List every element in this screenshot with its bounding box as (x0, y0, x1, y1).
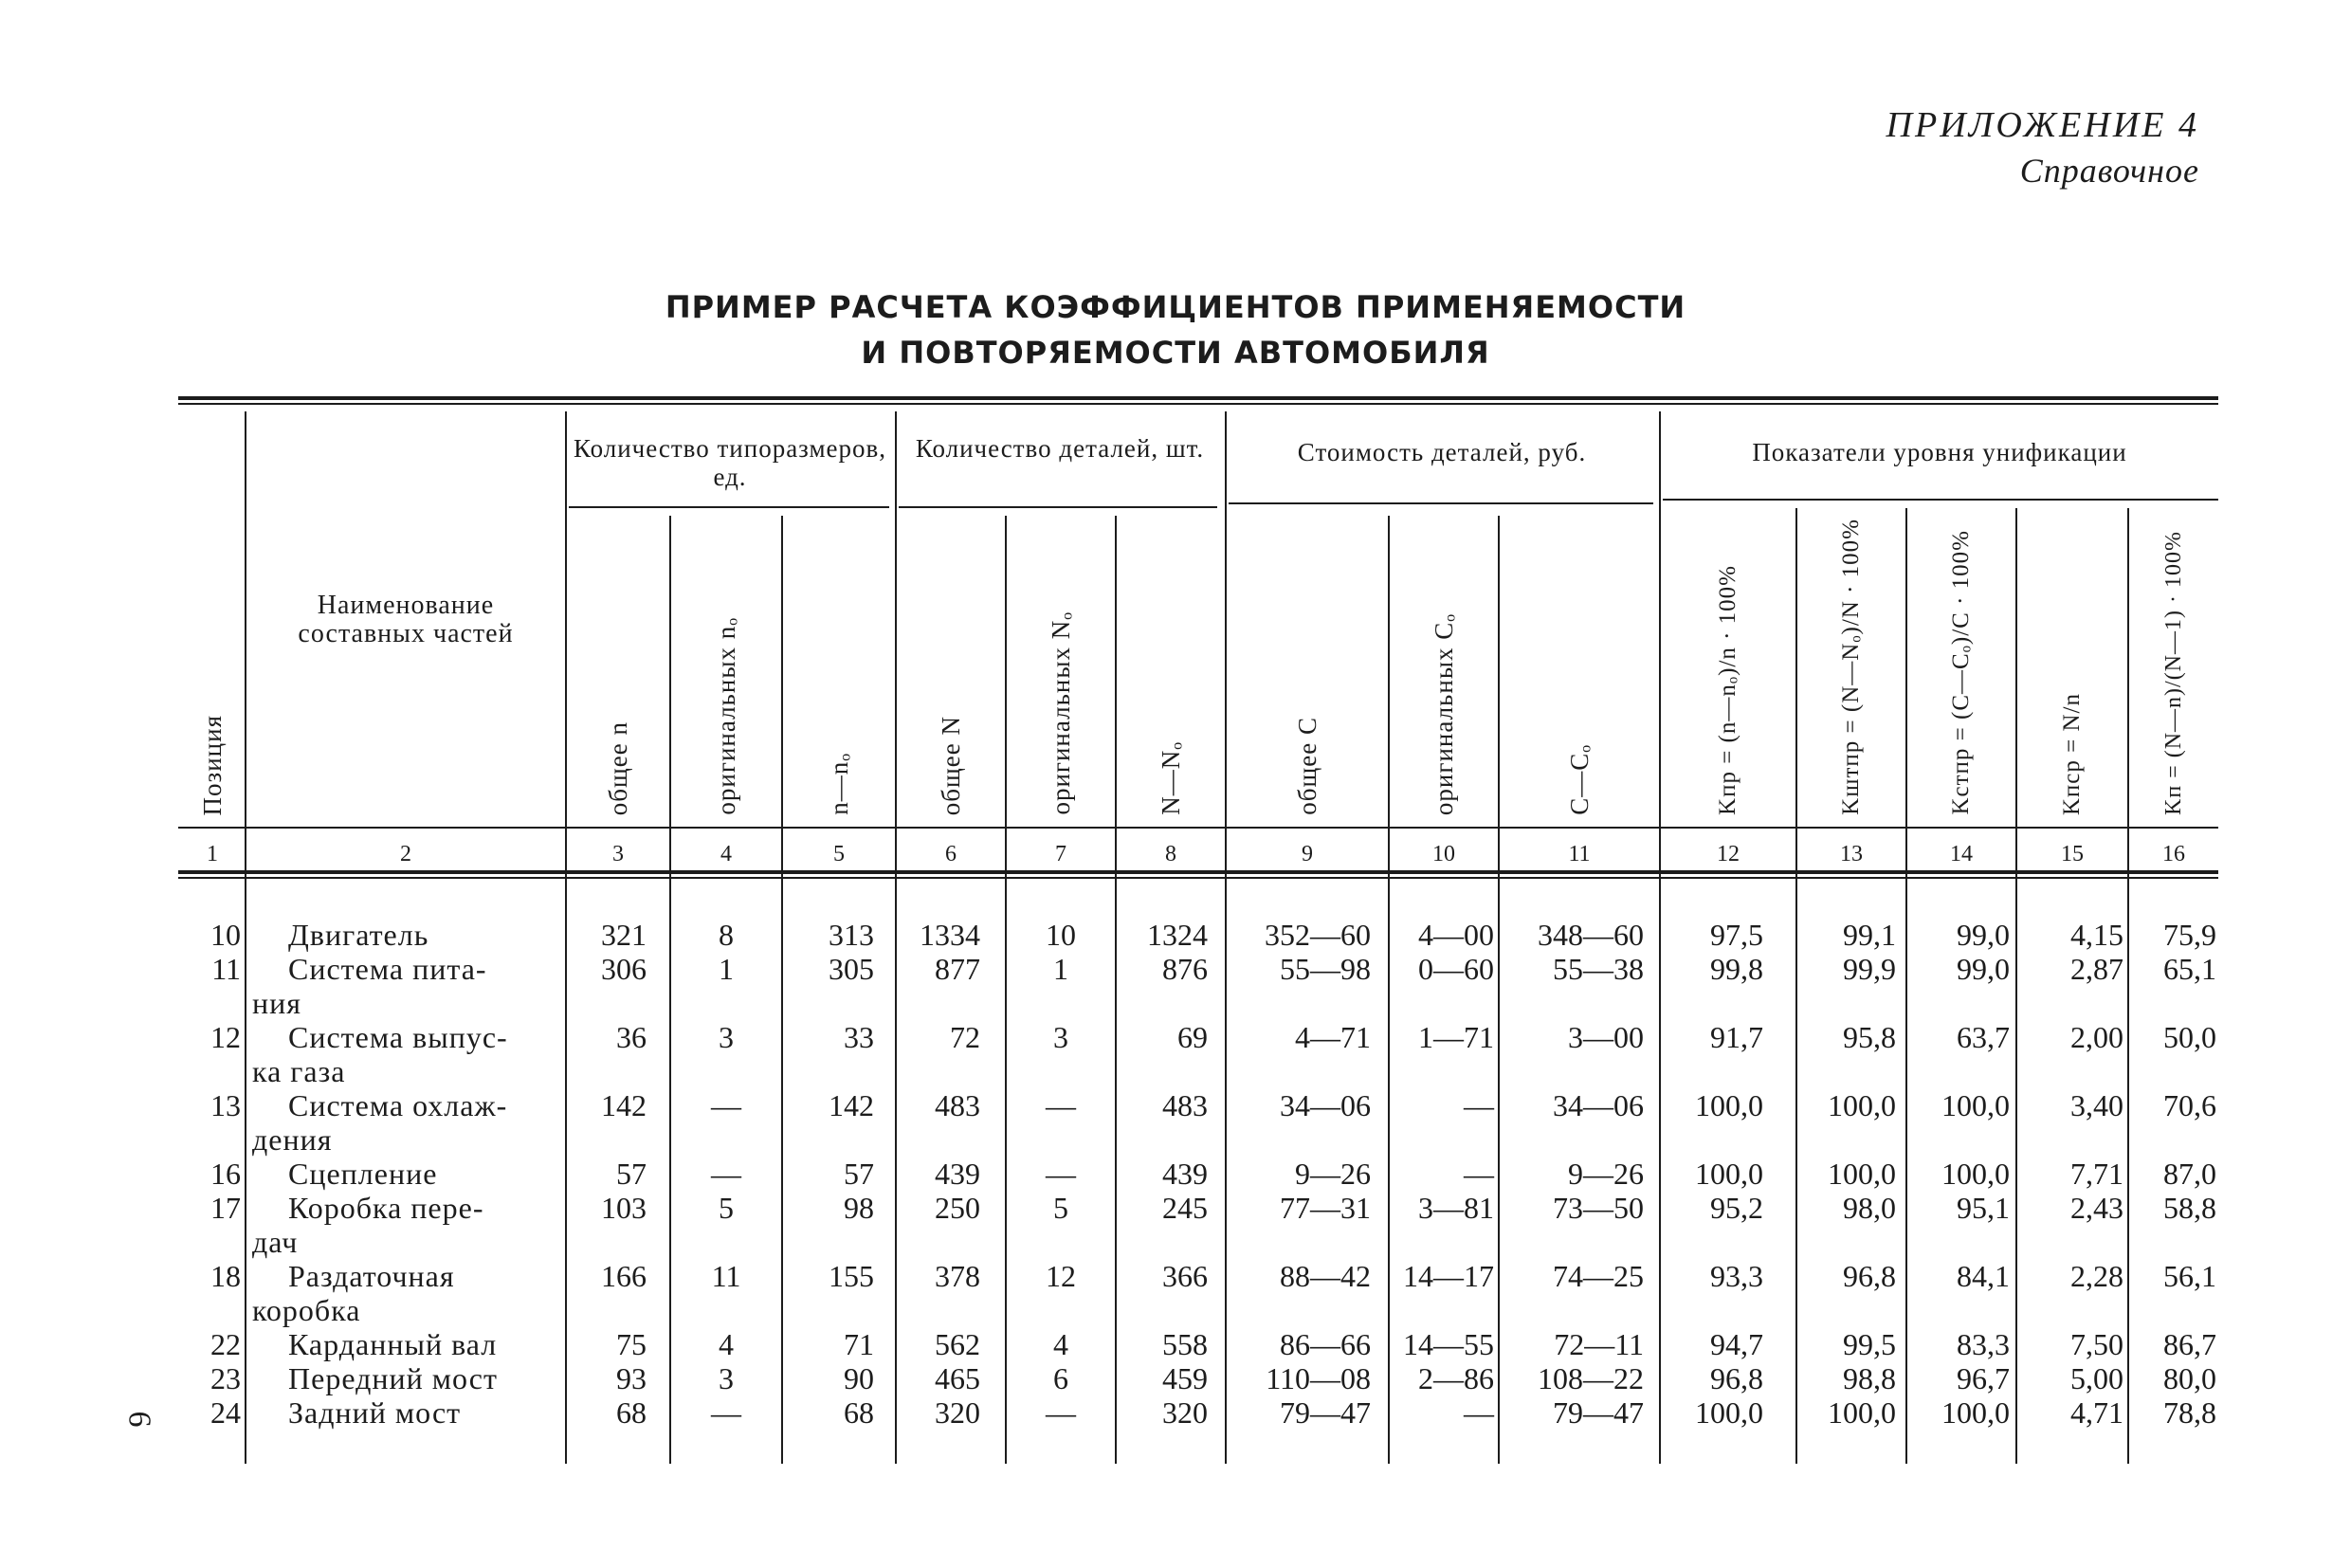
group-underline-indices (1663, 499, 2218, 501)
cell-n0: 4 (719, 1327, 734, 1361)
cell-N0: — (1046, 1157, 1076, 1191)
cell-k16: 56,1 (2163, 1259, 2216, 1293)
cell-Nd: 1324 (1147, 918, 1208, 952)
cell-N: 877 (935, 952, 980, 986)
cell-nd: 90 (844, 1361, 874, 1395)
colnum-12: 12 (1717, 842, 1740, 866)
cell-N0: 1 (1053, 952, 1068, 986)
cell-k12: 91,7 (1710, 1020, 1763, 1054)
cell-N: 320 (935, 1395, 980, 1430)
cell-Nd: 320 (1162, 1395, 1208, 1430)
cell-k15: 2,28 (2070, 1259, 2123, 1293)
colnum-7: 7 (1055, 842, 1066, 866)
header-c8: N—Nₒ (1156, 741, 1185, 815)
cell-k13: 100,0 (1828, 1395, 1896, 1430)
cell-k16: 75,9 (2163, 918, 2216, 952)
cell-n0: — (711, 1157, 741, 1191)
cell-k16: 87,0 (2163, 1157, 2216, 1191)
group-header-sizes: Количество типоразмеров, ед. (573, 434, 887, 491)
page-title (0, 284, 2351, 375)
title-line-2: И ПОВТОРЯЕМОСТИ АВТОМОБИЛЯ (861, 335, 1490, 371)
cell-n: 321 (601, 918, 647, 952)
colnum-8: 8 (1165, 842, 1176, 866)
cell-n0: 1 (719, 952, 734, 986)
title-line-1: ПРИМЕР РАСЧЕТА КОЭФФИЦИЕНТОВ ПРИМЕНЯЕМОСТИ (665, 289, 1686, 325)
colnum-5: 5 (833, 842, 845, 866)
header-c7: оригинальных Nₒ (1046, 611, 1075, 815)
cell-k13: 99,5 (1843, 1327, 1896, 1361)
cell-C0: — (1464, 1157, 1494, 1191)
cell-n: 57 (616, 1157, 647, 1191)
appendix-label: ПРИЛОЖЕНИЕ 4 (1886, 105, 2199, 145)
colnum-15: 15 (2061, 842, 2084, 866)
cell-pos: 18 (210, 1259, 241, 1293)
cell-pos: 22 (210, 1327, 241, 1361)
cell-Cd: 9—26 (1568, 1157, 1644, 1191)
colnum-13: 13 (1840, 842, 1863, 866)
cell-k13: 95,8 (1843, 1020, 1896, 1054)
cell-n0: 8 (719, 918, 734, 952)
cell-n: 142 (601, 1088, 647, 1122)
cell-pos: 23 (210, 1361, 241, 1395)
table-top-rule-2 (178, 403, 2218, 405)
group-header-indices: Показатели уровня унификации (1752, 438, 2127, 466)
cell-name: Система охлаж- (288, 1088, 508, 1122)
cell-k12: 96,8 (1710, 1361, 1763, 1395)
cell-Cd: 348—60 (1538, 918, 1644, 952)
cell-name: ния (252, 986, 301, 1020)
header-c15: Kпср = N/n (2059, 692, 2085, 815)
cell-k15: 3,40 (2070, 1088, 2123, 1122)
colnum-10: 10 (1432, 842, 1455, 866)
cell-C0: 14—17 (1403, 1259, 1494, 1293)
header-c13: Kштпр = (N—Nₒ)/N · 100% (1838, 519, 1864, 815)
cell-C: 34—06 (1280, 1088, 1371, 1122)
cell-name: Двигатель (288, 918, 429, 952)
cell-k12: 94,7 (1710, 1327, 1763, 1361)
group-underline-parts (899, 506, 1217, 508)
cell-k16: 50,0 (2163, 1020, 2216, 1054)
header-c14: Kстпр = (C—Cₒ)/C · 100% (1948, 530, 1974, 815)
header-name: Наименование составных частей (298, 591, 514, 648)
cell-Cd: 72—11 (1554, 1327, 1644, 1361)
cell-Cd: 3—00 (1568, 1020, 1644, 1054)
cell-pos: 16 (210, 1157, 241, 1191)
cell-name: коробка (252, 1293, 361, 1327)
cell-nd: 71 (844, 1327, 874, 1361)
cell-Nd: 483 (1162, 1088, 1208, 1122)
cell-k12: 97,5 (1710, 918, 1763, 952)
cell-n: 75 (616, 1327, 647, 1361)
cell-name: Передний мост (288, 1361, 498, 1395)
cell-k13: 100,0 (1828, 1157, 1896, 1191)
cell-N0: — (1046, 1395, 1076, 1430)
cell-name: Задний мост (288, 1395, 462, 1430)
cell-k16: 86,7 (2163, 1327, 2216, 1361)
cell-name: Раздаточная (288, 1259, 455, 1293)
cell-Nd: 876 (1162, 952, 1208, 986)
header-c9: общее C (1292, 717, 1321, 815)
cell-k14: 99,0 (1957, 918, 2010, 952)
cell-C: 86—66 (1280, 1327, 1371, 1361)
cell-N: 72 (950, 1020, 980, 1054)
cell-k13: 99,1 (1843, 918, 1896, 952)
header-c10: оригинальных Cₒ (1429, 612, 1458, 815)
colnum-rule (178, 870, 2218, 874)
colnum-4: 4 (720, 842, 732, 866)
cell-N: 562 (935, 1327, 980, 1361)
cell-C0: 14—55 (1403, 1327, 1494, 1361)
cell-nd: 68 (844, 1395, 874, 1430)
cell-N0: 5 (1053, 1191, 1068, 1225)
cell-k14: 95,1 (1957, 1191, 2010, 1225)
cell-n0: 11 (711, 1259, 741, 1293)
cell-k12: 99,8 (1710, 952, 1763, 986)
colnum-9: 9 (1302, 842, 1313, 866)
cell-k14: 100,0 (1941, 1088, 2010, 1122)
cell-C: 4—71 (1295, 1020, 1371, 1054)
header-c12: Kпр = (n—nₒ)/n · 100% (1715, 565, 1740, 815)
table-top-rule (178, 396, 2218, 400)
cell-name: Коробка пере- (288, 1191, 484, 1225)
cell-k14: 83,3 (1957, 1327, 2010, 1361)
cell-name: дач (252, 1225, 299, 1259)
cell-k13: 98,8 (1843, 1361, 1896, 1395)
cell-C0: — (1464, 1088, 1494, 1122)
header-c16: Kп = (N—n)/(N—1) · 100% (2160, 531, 2186, 815)
cell-n: 36 (616, 1020, 647, 1054)
cell-k16: 70,6 (2163, 1088, 2216, 1122)
cell-N0: 10 (1046, 918, 1076, 952)
cell-Cd: 74—25 (1553, 1259, 1644, 1293)
cell-n: 93 (616, 1361, 647, 1395)
cell-k12: 100,0 (1695, 1395, 1763, 1430)
cell-k12: 95,2 (1710, 1191, 1763, 1225)
cell-k15: 2,87 (2070, 952, 2123, 986)
colnum-rule-2 (178, 877, 2218, 879)
colnum-1: 1 (207, 842, 218, 866)
cell-nd: 305 (829, 952, 874, 986)
appendix-header (1886, 102, 2199, 193)
cell-k15: 2,00 (2070, 1020, 2123, 1054)
cell-C: 79—47 (1280, 1395, 1371, 1430)
cell-C: 77—31 (1280, 1191, 1371, 1225)
cell-pos: 10 (210, 918, 241, 952)
colnum-6: 6 (945, 842, 957, 866)
cell-k16: 78,8 (2163, 1395, 2216, 1430)
cell-pos: 13 (210, 1088, 241, 1122)
cell-N0: 6 (1053, 1361, 1068, 1395)
header-c3: общее n (603, 720, 632, 815)
cell-n: 68 (616, 1395, 647, 1430)
page-number: 6 (121, 1411, 157, 1428)
cell-name: Система выпус- (288, 1020, 508, 1054)
cell-Cd: 73—50 (1553, 1191, 1644, 1225)
cell-k15: 5,00 (2070, 1361, 2123, 1395)
cell-name: Карданный вал (288, 1327, 498, 1361)
cell-C: 55—98 (1280, 952, 1371, 986)
cell-k15: 7,71 (2070, 1157, 2123, 1191)
cell-Nd: 558 (1162, 1327, 1208, 1361)
colnum-2: 2 (400, 842, 411, 866)
cell-N0: 3 (1053, 1020, 1068, 1054)
header-c4: оригинальных nₒ (711, 617, 740, 815)
cell-N0: 4 (1053, 1327, 1068, 1361)
cell-n: 306 (601, 952, 647, 986)
group-underline-sizes (569, 506, 889, 508)
cell-k14: 99,0 (1957, 952, 2010, 986)
cell-N: 250 (935, 1191, 980, 1225)
cell-name: Сцепление (288, 1157, 438, 1191)
cell-C0: 1—71 (1418, 1020, 1494, 1054)
cell-nd: 33 (844, 1020, 874, 1054)
group-header-cost: Стоимость деталей, руб. (1297, 438, 1587, 466)
cell-Nd: 69 (1177, 1020, 1208, 1054)
cell-n0: — (711, 1088, 741, 1122)
group-underline-cost (1229, 502, 1653, 504)
cell-C: 88—42 (1280, 1259, 1371, 1293)
cell-N: 378 (935, 1259, 980, 1293)
cell-k13: 100,0 (1828, 1088, 1896, 1122)
cell-name: дения (252, 1122, 333, 1157)
cell-n0: — (711, 1395, 741, 1430)
cell-Nd: 245 (1162, 1191, 1208, 1225)
header-c6: общее N (936, 715, 965, 815)
cell-Cd: 79—47 (1553, 1395, 1644, 1430)
cell-k15: 4,15 (2070, 918, 2123, 952)
cell-pos: 12 (210, 1020, 241, 1054)
cell-k16: 58,8 (2163, 1191, 2216, 1225)
cell-Cd: 108—22 (1538, 1361, 1644, 1395)
cell-C: 352—60 (1265, 918, 1371, 952)
cell-N0: 12 (1046, 1259, 1076, 1293)
cell-C: 9—26 (1295, 1157, 1371, 1191)
cell-Cd: 55—38 (1553, 952, 1644, 986)
cell-k13: 99,9 (1843, 952, 1896, 986)
cell-k14: 84,1 (1957, 1259, 2010, 1293)
cell-k13: 98,0 (1843, 1191, 1896, 1225)
cell-k15: 7,50 (2070, 1327, 2123, 1361)
cell-Nd: 366 (1162, 1259, 1208, 1293)
cell-nd: 155 (829, 1259, 874, 1293)
cell-k12: 100,0 (1695, 1157, 1763, 1191)
cell-n: 166 (601, 1259, 647, 1293)
cell-N: 439 (935, 1157, 980, 1191)
cell-pos: 11 (211, 952, 241, 986)
colnum-11: 11 (1568, 842, 1591, 866)
vrule-1 (245, 411, 246, 1464)
cell-k16: 80,0 (2163, 1361, 2216, 1395)
cell-k14: 63,7 (1957, 1020, 2010, 1054)
cell-k16: 65,1 (2163, 952, 2216, 986)
cell-C0: 0—60 (1418, 952, 1494, 986)
cell-Cd: 34—06 (1553, 1088, 1644, 1122)
cell-pos: 24 (210, 1395, 241, 1430)
cell-N: 465 (935, 1361, 980, 1395)
cell-C0: 2—86 (1418, 1361, 1494, 1395)
cell-nd: 313 (829, 918, 874, 952)
cell-N0: — (1046, 1088, 1076, 1122)
cell-k15: 2,43 (2070, 1191, 2123, 1225)
cell-k14: 96,7 (1957, 1361, 2010, 1395)
cell-pos: 17 (210, 1191, 241, 1225)
header-position: Позиция (197, 714, 227, 815)
cell-Nd: 439 (1162, 1157, 1208, 1191)
cell-k14: 100,0 (1941, 1157, 2010, 1191)
colnum-3: 3 (612, 842, 624, 866)
header-bottom-rule (178, 827, 2218, 829)
header-c5: n—nₒ (824, 753, 853, 815)
cell-k13: 96,8 (1843, 1259, 1896, 1293)
cell-nd: 98 (844, 1191, 874, 1225)
cell-n0: 5 (719, 1191, 734, 1225)
cell-C0: 3—81 (1418, 1191, 1494, 1225)
cell-k14: 100,0 (1941, 1395, 2010, 1430)
cell-name: Система пита- (288, 952, 487, 986)
cell-k15: 4,71 (2070, 1395, 2123, 1430)
colnum-14: 14 (1950, 842, 1973, 866)
cell-C0: — (1464, 1395, 1494, 1430)
cell-name: ка газа (252, 1054, 346, 1088)
cell-k12: 93,3 (1710, 1259, 1763, 1293)
cell-n0: 3 (719, 1361, 734, 1395)
cell-n: 103 (601, 1191, 647, 1225)
cell-N: 483 (935, 1088, 980, 1122)
cell-k12: 100,0 (1695, 1088, 1763, 1122)
cell-n0: 3 (719, 1020, 734, 1054)
group-header-parts: Количество деталей, шт. (915, 434, 1205, 463)
cell-Nd: 459 (1162, 1361, 1208, 1395)
cell-N: 1334 (920, 918, 980, 952)
cell-nd: 142 (829, 1088, 874, 1122)
header-c11: C—Cₒ (1564, 744, 1594, 815)
cell-nd: 57 (844, 1157, 874, 1191)
cell-C0: 4—00 (1418, 918, 1494, 952)
colnum-16: 16 (2162, 842, 2185, 866)
appendix-type: Справочное (2019, 152, 2199, 190)
cell-C: 110—08 (1266, 1361, 1371, 1395)
